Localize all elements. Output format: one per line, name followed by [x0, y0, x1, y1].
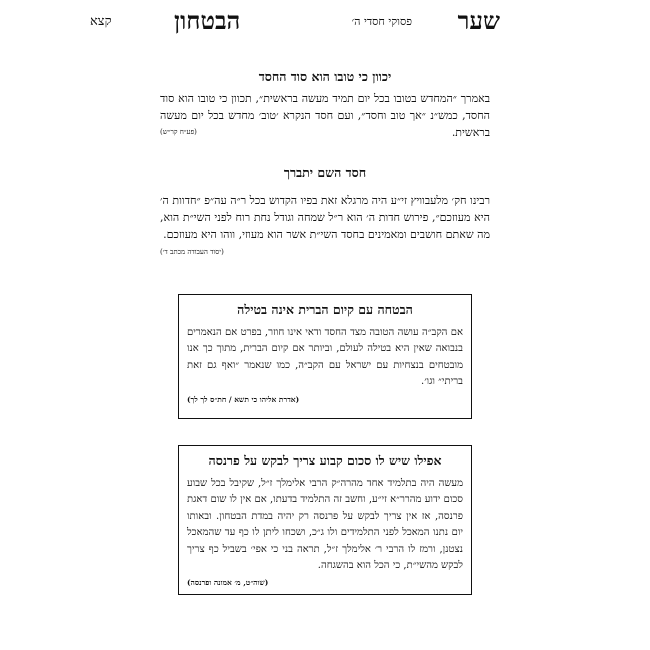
page-number: קצא — [90, 14, 112, 29]
section-tovo-sod-hachesed — [160, 68, 490, 141]
section-body: באמרך ״המחדש בטובו בכל יום תמיד מעשה בראשית״, תכוון כי טובו הוא סוד החסד, כמש״נ ״אך טוב וחסד״, ועם חסד הנקרא ׳טוב׳ מחדש בכל יום מעשה בראשית. — [160, 92, 490, 139]
source-citation: (אדרת אליהו כי תשא / חת״ס לך לך) — [187, 394, 300, 404]
header-subtitle: פסוקי חסדי ה׳ — [351, 15, 412, 28]
source-citation: (יסוד העבודה מכתב ד׳) — [160, 248, 224, 256]
section-body: רבינו חק׳ מלעבוויץ זי״ע היה מרגלא זאת בפיו הקדוש בכל ר״ה עה״פ ״חדוות ה׳ היא מעוזכם״, פירוש חדות ה׳ הוא ר״ל שמחה וגודל נחת רוח לפני השי״ת הוא, מה שאתם חושבים ומאמינים בחסד השי״ת אשר הוא מעוזי, ווהו היא מעוזכם. — [160, 194, 490, 241]
boxed-insert-parnasa — [178, 445, 472, 595]
boxed-insert-brit — [178, 294, 472, 419]
section-paragraph — [160, 90, 490, 141]
header-title-word-1: שער — [457, 6, 500, 35]
source-citation: (פע״ח קר״ש) — [160, 128, 197, 136]
source-citation: (שוה״ט, מ׳ אמונה ופרנסה) — [187, 578, 269, 588]
section-chesed-hashem — [160, 164, 490, 257]
box-heading: הבטחה עם קיום הברית אינה בטילה — [237, 302, 413, 317]
running-header — [90, 6, 500, 36]
section-heading: יכוון כי טובו הוא סוד החסד — [258, 69, 392, 84]
section-paragraph — [160, 192, 490, 256]
box-body: מעשה היה בתלמיד אחד מהרה״ק הרבי אלימלך ז״ל, שקיבל בכל שבוע סכום ידוע מהרר״א זי״ע, וחשב זה התלמיד בדעתו, אם אין לו שום דאגת פרנסה, אז אין צריך לבקש על פרנסה רק יהיה במדת הבטחון. ובאותו יום נתנו המאכל לפני התלמידים ולו ג״כ, ושכחו ליתן לו כף עד שהמאכל נצטנן, ורמז לו הרבי ר׳ אלימלך ז״ל, תראה בני כי אפי׳ בשביל כף צריך לבקש מהשי״ת, כי הכל הוא בהשגחה. — [187, 478, 463, 572]
header-title-word-2: הבטחון — [174, 6, 241, 35]
box-body: אם הקב״ה עושה הטובה מצד החסד ודאי אינו חוזר, בפרט אם הנאמרים בנבואה שאין היא בטילה לעולם, וביותר אם קיום הברית, מתוך כך אנו מובטחים בנצחיות עם ישראל עם הקב״ה, כמו שנאמר ״ואף גם זאת בריתי״ וגו׳. — [187, 327, 463, 388]
box-heading: אפילו שיש לו סכום קבוע צריך לבקש על פרנסה — [208, 453, 442, 468]
section-heading: חסד השם יתברך — [283, 165, 367, 180]
